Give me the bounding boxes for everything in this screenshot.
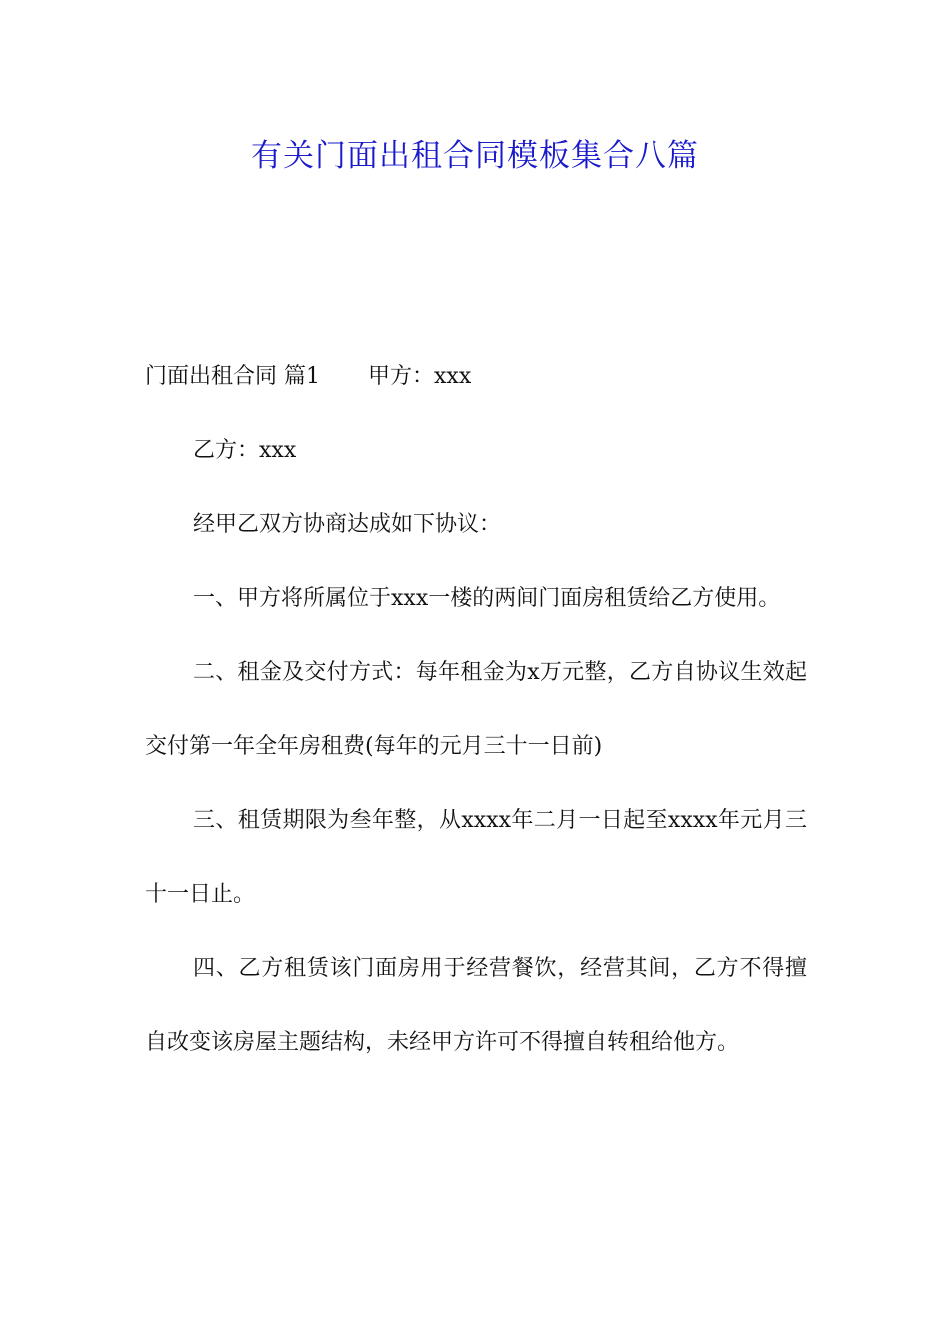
section-heading: 门面出租合同 篇1: [145, 364, 320, 389]
clause-3: 三、租赁期限为叁年整，从xxxx年二月一日起至xxxx年元月三十一日止。: [145, 808, 807, 907]
first-line: [145, 340, 807, 414]
party-b-line: 乙方：xxx: [193, 438, 297, 463]
clause-1: 一、甲方将所属位于xxx一楼的两间门面房租赁给乙方使用。: [193, 586, 781, 611]
clause-4: 四、乙方租赁该门面房用于经营餐饮，经营其间，乙方不得擅自改变该房屋主题结构，未经甲方许可不得擅自转租给他方。: [145, 956, 807, 1055]
document-title: 有关门面出租合同模板集合八篇: [251, 138, 699, 174]
agreement-intro: 经甲乙双方协商达成如下协议：: [193, 512, 502, 537]
document-body: [145, 340, 807, 1080]
party-a-line: 甲方：xxx: [368, 364, 472, 389]
clause-2: 二、租金及交付方式：每年租金为x万元整，乙方自协议生效起交付第一年全年房租费(每年的元月三十一日前): [145, 660, 807, 759]
